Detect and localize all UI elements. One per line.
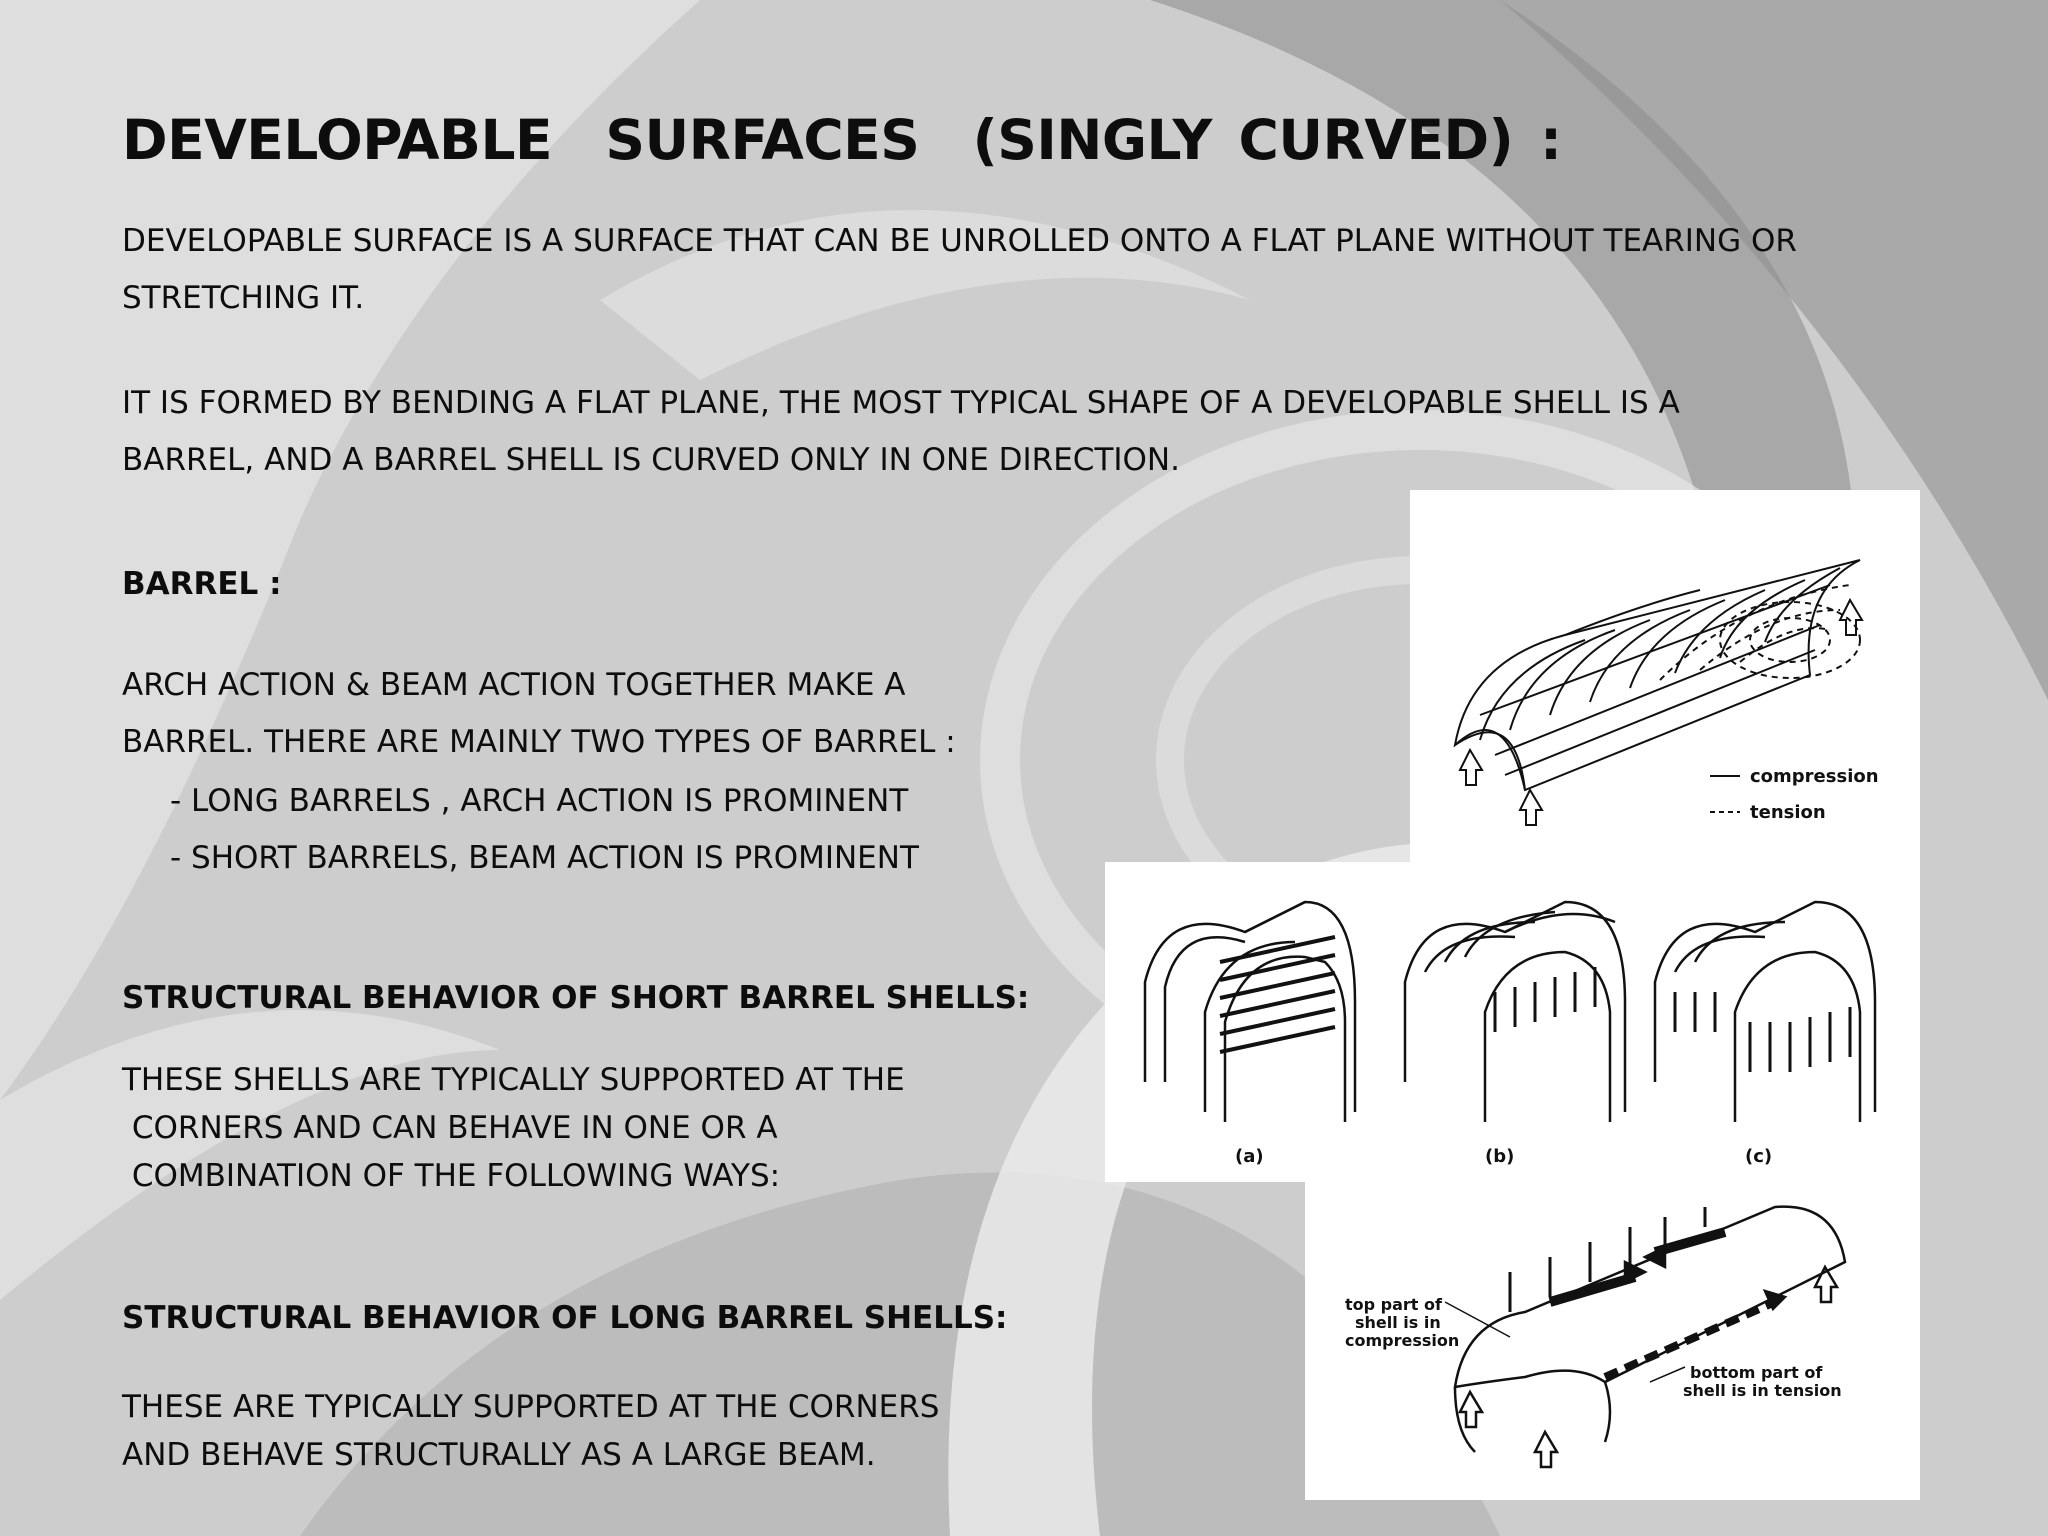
- long-barrel-beam-figure: [1305, 1182, 1920, 1500]
- intro-line-4: BARREL, AND A BARREL SHELL IS CURVED ONLY IN ONE DIRECTION.: [122, 442, 1180, 478]
- long-shells-line-1: THESE ARE TYPICALLY SUPPORTED AT THE CORNERS: [122, 1389, 940, 1425]
- barrel-line-1: ARCH ACTION & BEAM ACTION TOGETHER MAKE A: [122, 667, 906, 703]
- barrel-heading: BARREL :: [122, 566, 282, 602]
- legend-tension-label: tension: [1750, 802, 1826, 823]
- barrel-diagram-c: [1655, 902, 1875, 1122]
- intro-line-2: STRETCHING IT.: [122, 280, 365, 316]
- barrel-diagram-b: [1405, 902, 1625, 1122]
- barrel-stress-figure: [1410, 490, 1920, 865]
- barrel-item-short: - SHORT BARRELS, BEAM ACTION IS PROMINENT: [170, 840, 919, 876]
- short-shells-line-3: COMBINATION OF THE FOLLOWING WAYS:: [122, 1158, 781, 1194]
- barrel-item-long: - LONG BARRELS , ARCH ACTION IS PROMINENT: [170, 783, 909, 819]
- bottom-part-label-2: shell is in tension: [1683, 1381, 1842, 1400]
- intro-line-1: DEVELOPABLE SURFACE IS A SURFACE THAT CAN BE UNROLLED ONTO A FLAT PLANE WITHOUT TEARING OR: [122, 223, 1797, 259]
- intro-line-3: IT IS FORMED BY BENDING A FLAT PLANE, THE MOST TYPICAL SHAPE OF A DEVELOPABLE SHELL IS A: [122, 385, 1680, 421]
- top-part-label-2: shell is in: [1355, 1313, 1441, 1332]
- short-shells-line-2: CORNERS AND CAN BEHAVE IN ONE OR A: [122, 1110, 778, 1146]
- short-shells-line-1: THESE SHELLS ARE TYPICALLY SUPPORTED AT THE: [122, 1062, 905, 1098]
- diagram-b-label: (b): [1485, 1146, 1515, 1167]
- legend-compression-label: compression: [1750, 766, 1879, 787]
- top-part-label-3: compression: [1345, 1331, 1460, 1350]
- barrel-diagram-a: [1145, 902, 1355, 1122]
- top-part-label-1: top part of: [1345, 1295, 1442, 1314]
- short-barrel-behavior-figure: [1105, 862, 1920, 1182]
- long-shells-heading: STRUCTURAL BEHAVIOR OF LONG BARREL SHELLS:: [122, 1300, 1008, 1336]
- bottom-part-label-1: bottom part of: [1690, 1363, 1823, 1382]
- page-title: DEVELOPABLE SURFACES (SINGLY CURVED) :: [122, 108, 1562, 172]
- short-shells-heading: STRUCTURAL BEHAVIOR OF SHORT BARREL SHELLS:: [122, 980, 1030, 1016]
- barrel-line-2: BARREL. THERE ARE MAINLY TWO TYPES OF BARREL :: [122, 724, 956, 760]
- diagram-c-label: (c): [1745, 1146, 1773, 1167]
- long-shells-line-2: AND BEHAVE STRUCTURALLY AS A LARGE BEAM.: [122, 1437, 876, 1473]
- diagram-a-label: (a): [1235, 1146, 1264, 1167]
